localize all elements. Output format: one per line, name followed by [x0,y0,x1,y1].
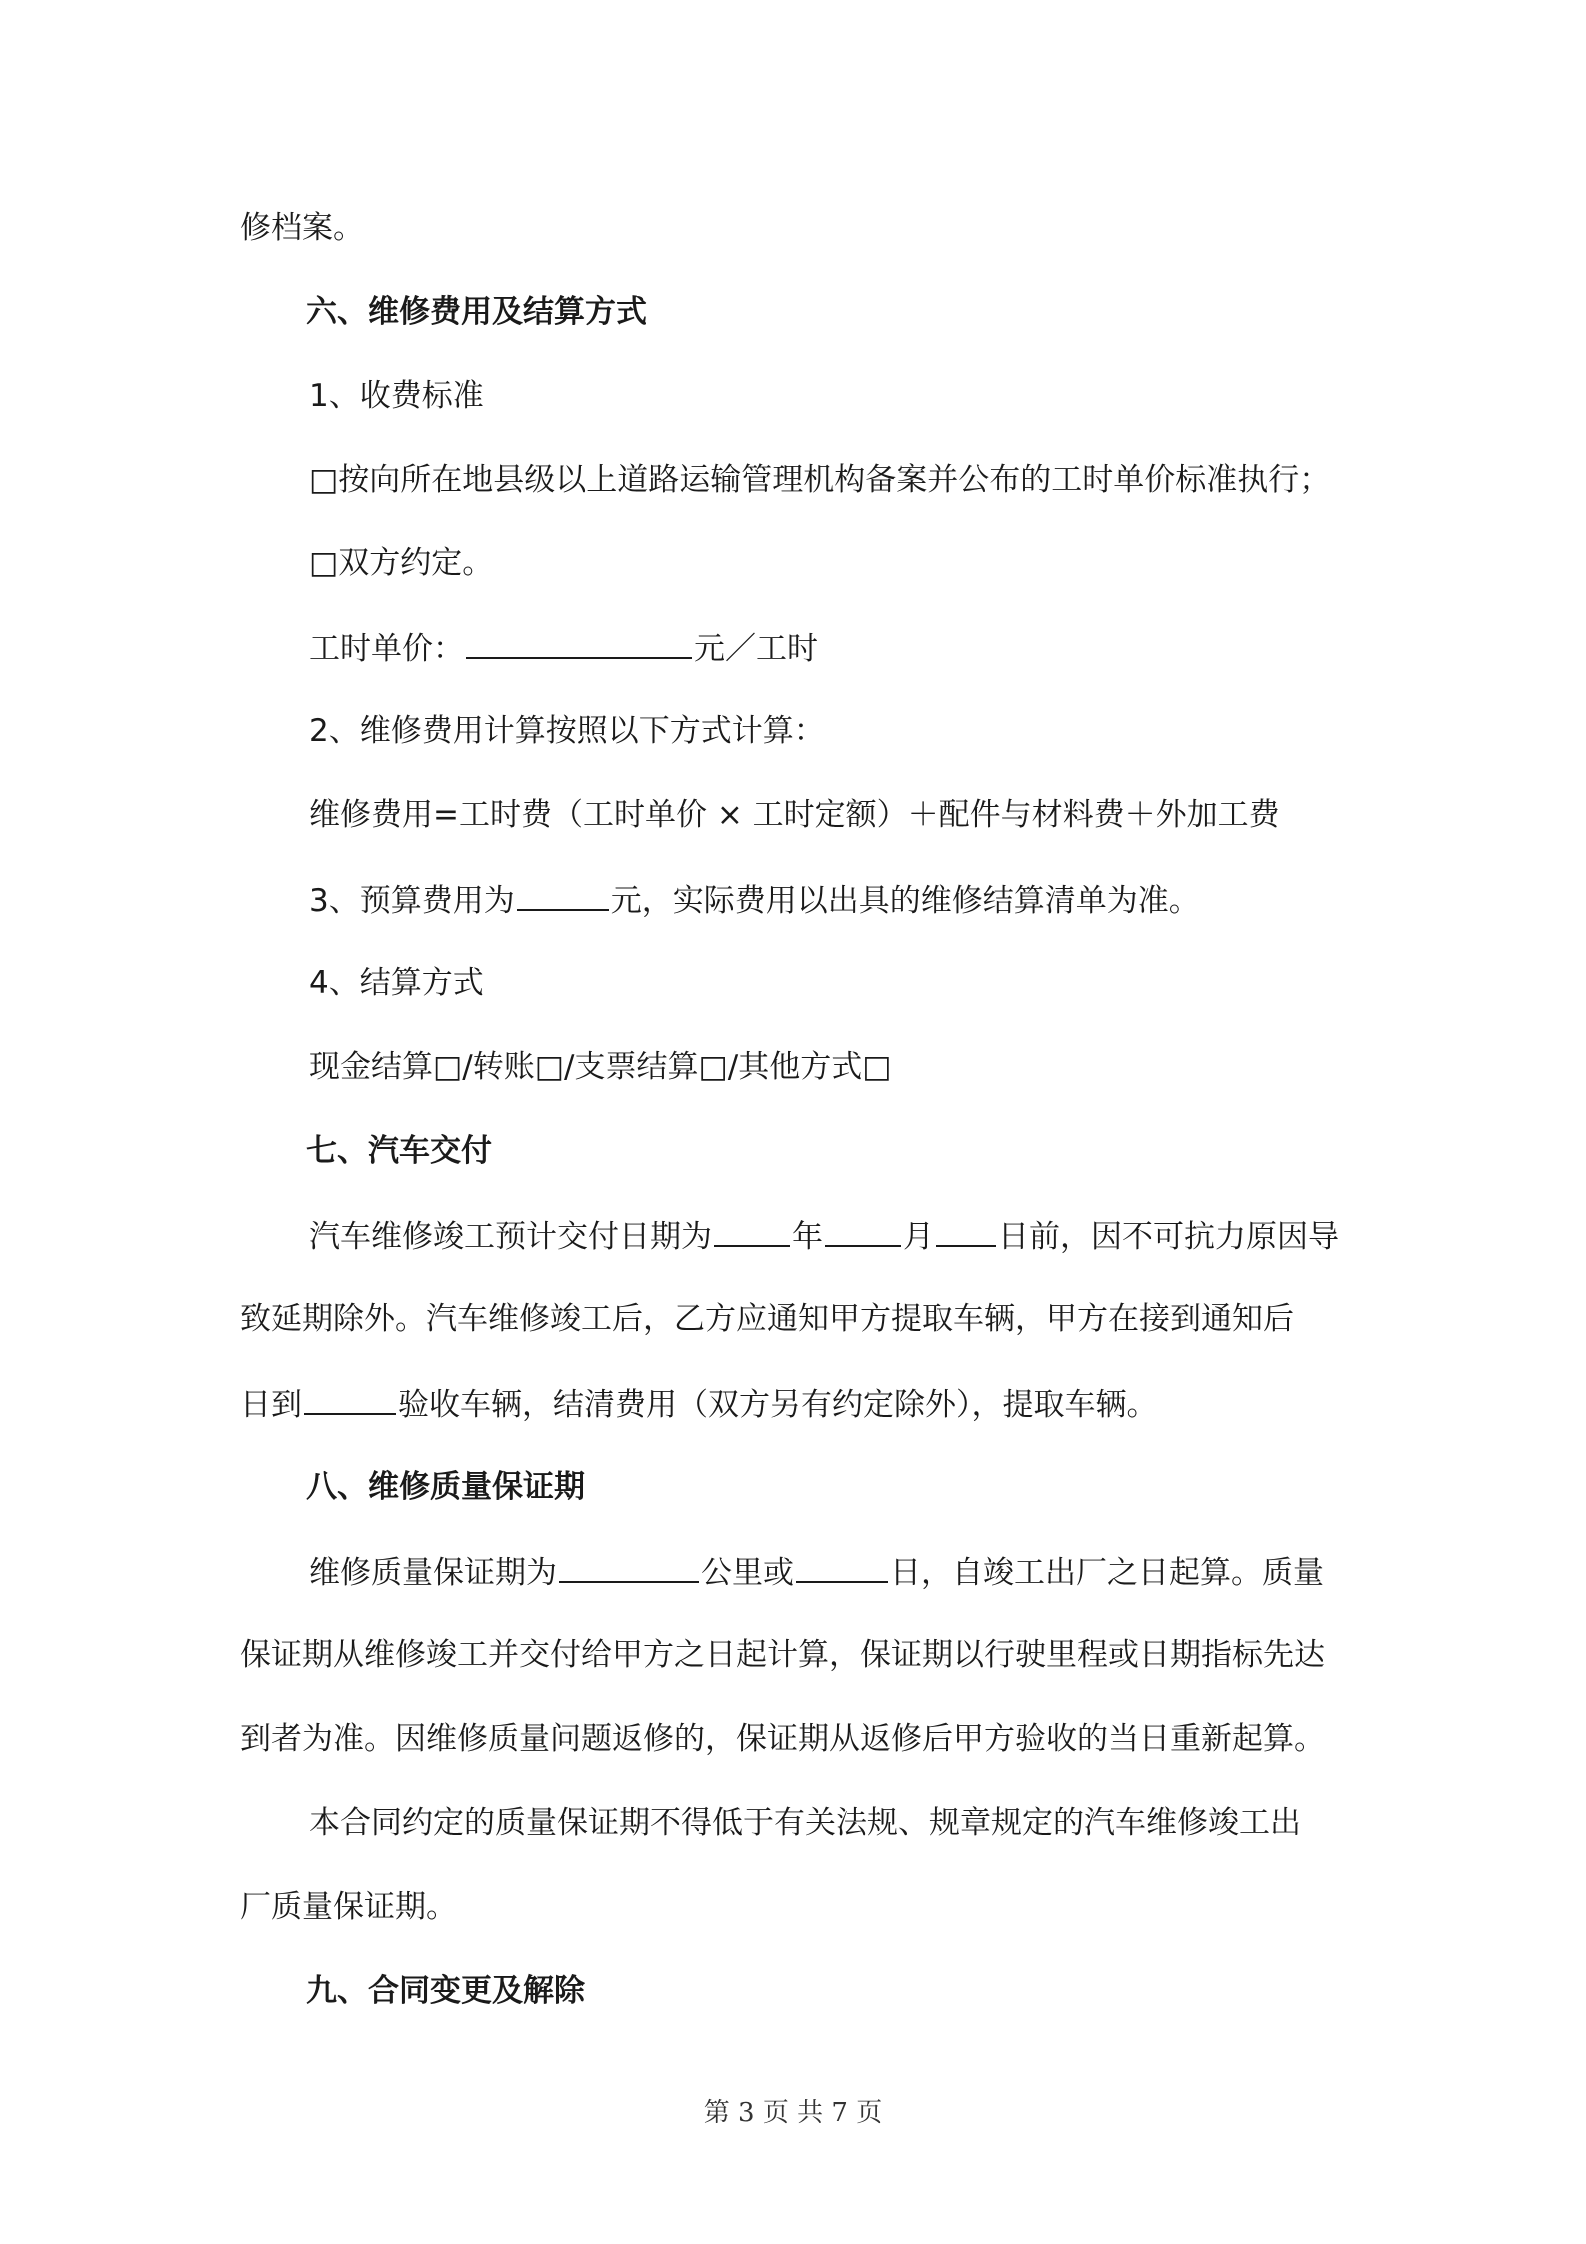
text-line: 致延期除外。汽车维修竣工后，乙方应通知甲方提取车辆，甲方在接到通知后 [240,1301,1294,1337]
section-heading-6: 六、维修费用及结算方式 [306,294,647,330]
year-label: 年 [792,1219,823,1255]
text-line: 保证期从维修竣工并交付给甲方之日起计算，保证期以行驶里程或日期指标先达 [240,1637,1325,1673]
warranty-days-blank [796,1551,888,1583]
acceptance-tail: 验收车辆，结清费用（双方另有约定除外），提取车辆。 [398,1387,1158,1423]
payment-methods: 现金结算□/转账□/支票结算□/其他方式□ [309,1049,892,1085]
hourly-rate-line [309,627,818,669]
cost-formula: 维修费用=工时费（工时单价 × 工时定额）＋配件与材料费＋外加工费 [309,797,1280,833]
hourly-rate-label: 工时单价： [309,631,464,667]
text-line: 修档案。 [240,210,364,246]
hourly-rate-blank [466,627,692,659]
section-heading-9: 九、合同变更及解除 [306,1973,585,2009]
fee-option-2: □双方约定。 [309,545,494,581]
subsection-4: 4、结算方式 [309,965,484,1001]
subsection-2: 2、维修费用计算按照以下方式计算： [309,713,825,749]
budget-tail: 元，实际费用以出具的维修结算清单为准。 [610,883,1200,919]
subsection-1: 1、收费标准 [309,378,484,414]
section-heading-7: 七、汽车交付 [306,1133,492,1169]
acceptance-blank [304,1383,396,1415]
delivery-date-tail: 日前，因不可抗力原因导 [998,1219,1339,1255]
month-blank [825,1215,901,1247]
warranty-line [309,1551,1324,1593]
fee-option-1: □按向所在地县级以上道路运输管理机构备案并公布的工时单价标准执行； [309,462,1331,498]
warranty-label: 维修质量保证期为 [309,1555,557,1591]
year-blank [714,1215,790,1247]
warranty-km-blank [559,1551,699,1583]
page-footer: 第 3 页 共 7 页 [703,2098,883,2128]
month-label: 月 [903,1219,934,1255]
text-line: 到者为准。因维修质量问题返修的，保证期从返修后甲方验收的当日重新起算。 [240,1721,1325,1757]
text-line: 本合同约定的质量保证期不得低于有关法规、规章规定的汽车维修竣工出 [309,1805,1301,1841]
text-line: 厂质量保证期。 [240,1889,457,1925]
acceptance-label: 日到 [240,1387,302,1423]
hourly-rate-unit: 元／工时 [694,631,818,667]
warranty-km-label: 公里或 [701,1555,794,1591]
acceptance-line [240,1383,1158,1425]
section-heading-8: 八、维修质量保证期 [306,1469,585,1505]
delivery-date-label: 汽车维修竣工预计交付日期为 [309,1219,712,1255]
budget-line [309,879,1200,921]
budget-label: 3、预算费用为 [309,883,515,919]
delivery-date-line [309,1215,1339,1257]
warranty-tail: 日，自竣工出厂之日起算。质量 [890,1555,1324,1591]
budget-blank [517,879,609,911]
day-blank [936,1215,996,1247]
